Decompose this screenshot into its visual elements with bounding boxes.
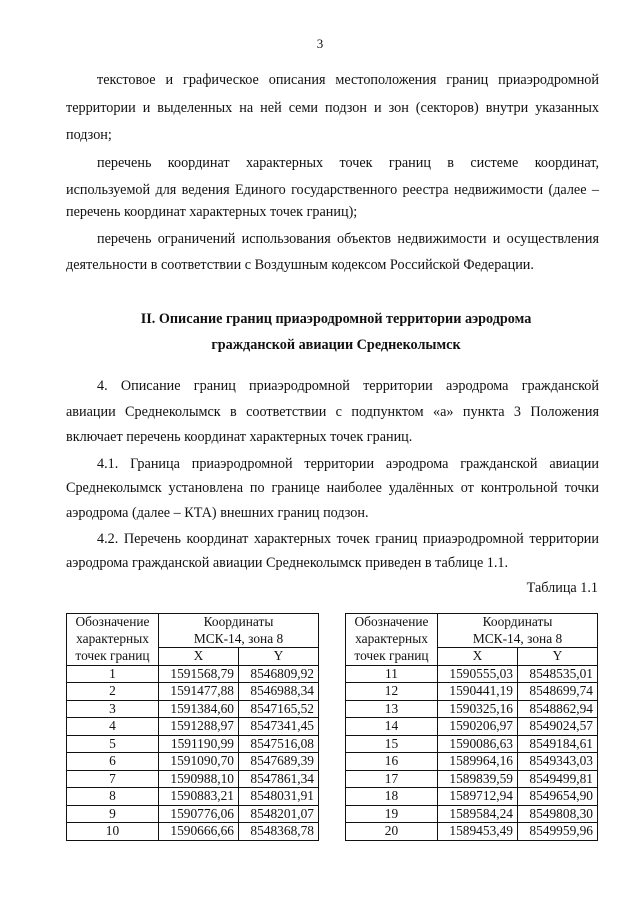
text-line: включает перечень координат характерных точек границ.	[66, 429, 413, 445]
text-line: 4. Описание границ приаэродромной территории аэродрома гражданской	[97, 378, 599, 394]
table-body-right	[346, 665, 598, 840]
header-coords-title: Координаты МСК-14, зона 8	[159, 614, 319, 648]
text-line: перечень координат характерных точек границ);	[66, 204, 358, 220]
coordinates-table-left	[66, 613, 319, 841]
table-row: 4 1591288,97 8547341,45	[67, 718, 319, 736]
table-row: 16 1589964,16 8549343,03	[346, 753, 598, 771]
table-body-left	[67, 665, 319, 840]
table-row: 15 1590086,63 8549184,61	[346, 735, 598, 753]
text-line: перечень координат характерных точек границ в системе координат,	[97, 155, 599, 171]
text-line: аэродрома (далее – КТА) внешних границ подзон.	[66, 505, 369, 521]
text-line: аэродрома гражданской авиации Среднеколымск приведен в таблице 1.1.	[66, 555, 509, 571]
table-row: 9 1590776,06 8548201,07	[67, 805, 319, 823]
table-row: 19 1589584,24 8549808,30	[346, 805, 598, 823]
header-x: X	[438, 648, 518, 666]
table-row: 20 1589453,49 8549959,96	[346, 823, 598, 841]
text-line: используемой для ведения Единого государственного реестра недвижимости (далее –	[66, 182, 599, 198]
page-number: 3	[316, 36, 324, 51]
header-y: Y	[239, 648, 319, 666]
header-y: Y	[518, 648, 598, 666]
text-line: перечень ограничений использования объектов недвижимости и осуществления	[97, 231, 599, 247]
text-line: текстовое и графическое описания местоположения границ приаэродромной	[97, 72, 599, 88]
header-point-col-line3: точек границ	[67, 648, 159, 666]
table-row: 7 1590988,10 8547861,34	[67, 770, 319, 788]
coordinates-table-right	[345, 613, 598, 841]
header-point-col: Обозначение характерных	[346, 614, 438, 648]
header-point-col-line3: точек границ	[346, 648, 438, 666]
table-row: 5 1591190,99 8547516,08	[67, 735, 319, 753]
table-row: 13 1590325,16 8548862,94	[346, 700, 598, 718]
table-row: 6 1591090,70 8547689,39	[67, 753, 319, 771]
header-coords-title: Координаты МСК-14, зона 8	[438, 614, 598, 648]
table-caption: Таблица 1.1	[526, 580, 598, 596]
table-row: 1 1591568,79 8546809,92	[67, 665, 319, 683]
table-row: 11 1590555,03 8548535,01	[346, 665, 598, 683]
table-row: 3 1591384,60 8547165,52	[67, 700, 319, 718]
table-row: 18 1589712,94 8549654,90	[346, 788, 598, 806]
text-line: деятельности в соответствии с Воздушным кодексом Российской Федерации.	[66, 257, 534, 273]
text-line: подзон;	[66, 127, 112, 143]
section-heading: II. Описание границ приаэродромной территории аэродрома	[140, 311, 532, 327]
table-row: 8 1590883,21 8548031,91	[67, 788, 319, 806]
header-x: X	[159, 648, 239, 666]
text-line: 4.1. Граница приаэродромной территории аэродрома гражданской авиации	[97, 456, 599, 472]
text-line: территории и выделенных на ней семи подзон и зон (секторов) внутри указанных	[66, 100, 599, 116]
table-row: 17 1589839,59 8549499,81	[346, 770, 598, 788]
section-heading: гражданской авиации Среднеколымск	[211, 337, 461, 353]
text-line: 4.2. Перечень координат характерных точек границ приаэродромной территории	[97, 531, 599, 547]
table-row: 12 1590441,19 8548699,74	[346, 683, 598, 701]
table-row: 2 1591477,88 8546988,34	[67, 683, 319, 701]
header-point-col: Обозначение характерных	[67, 614, 159, 648]
text-line: авиации Среднеколымск в соответствии с подпунктом «а» пункта 3 Положения	[66, 404, 599, 420]
text-line: Среднеколымск установлена по границе наиболее удалённых от контрольной точки	[66, 480, 599, 496]
table-row: 14 1590206,97 8549024,57	[346, 718, 598, 736]
table-row: 10 1590666,66 8548368,78	[67, 823, 319, 841]
